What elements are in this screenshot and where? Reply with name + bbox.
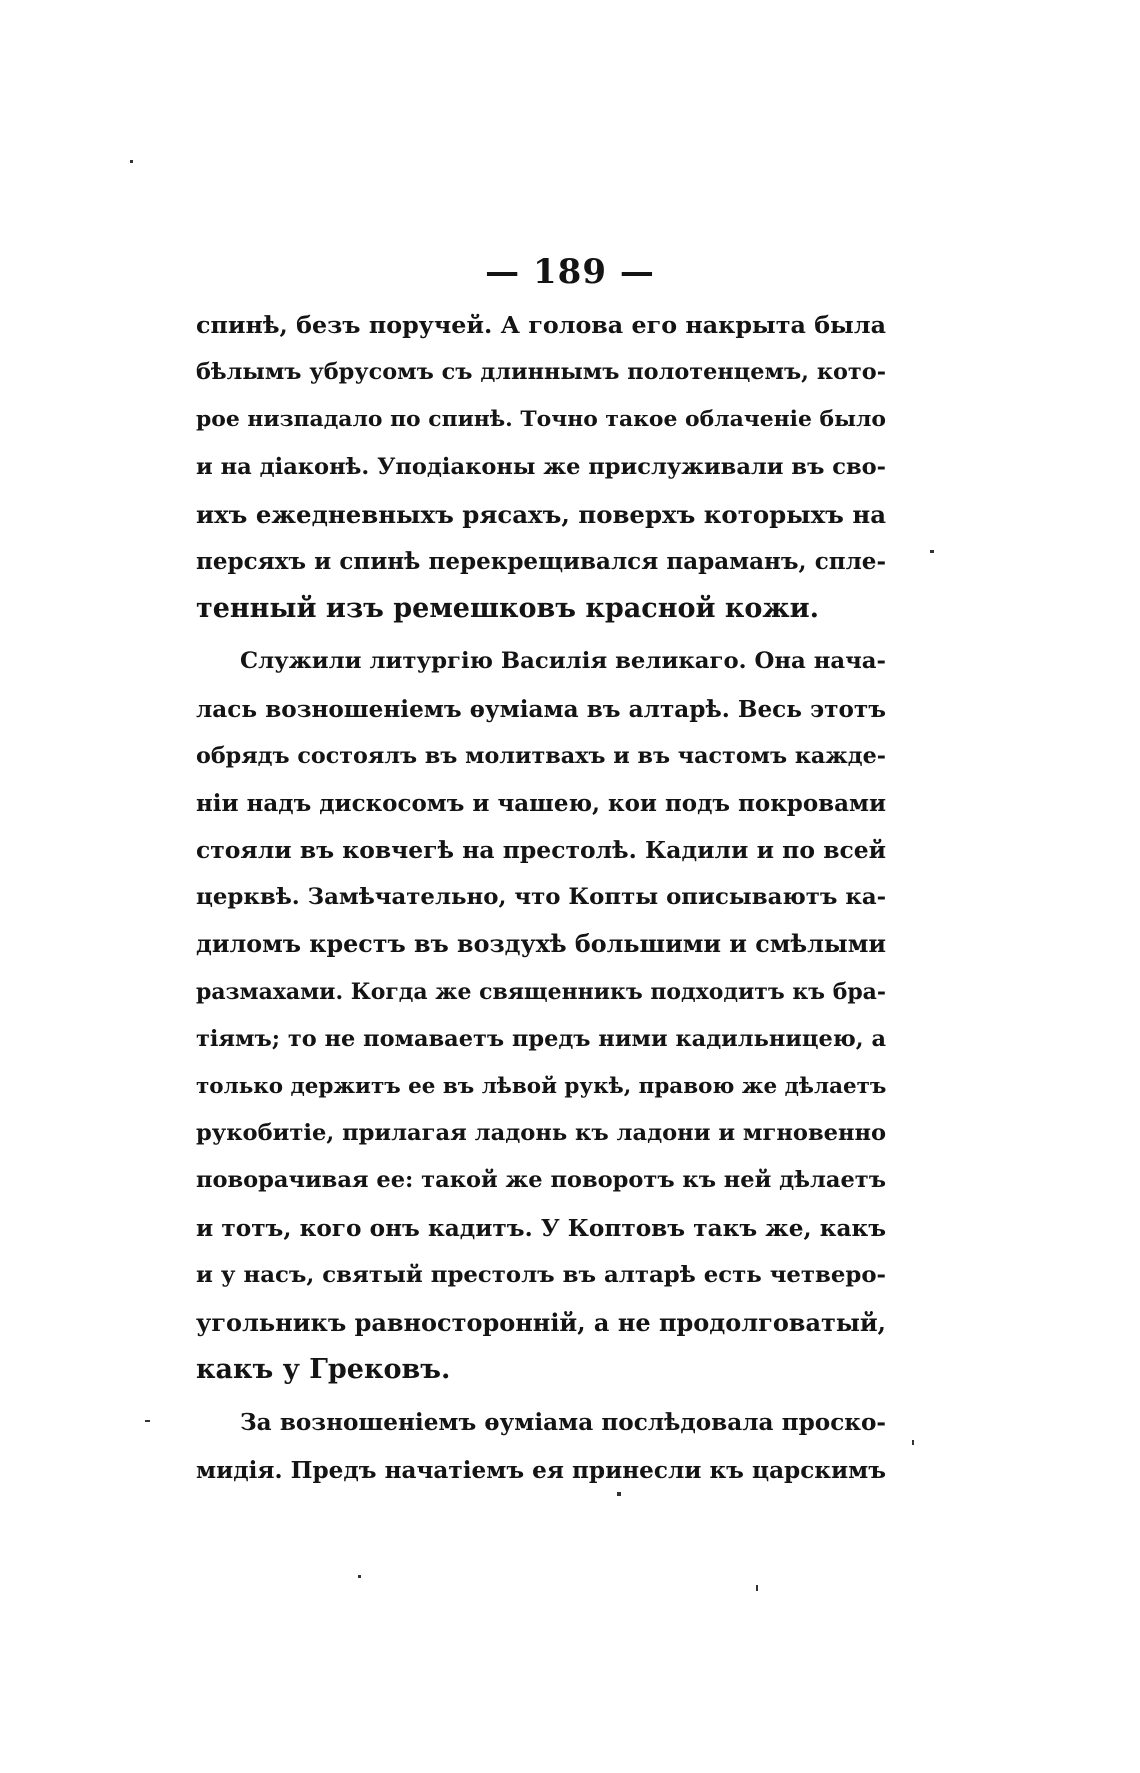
text-line: ихъ ежедневныхъ рясахъ, поверхъ которыхъ на bbox=[196, 499, 887, 529]
text-line: За возношеніемъ ѳуміама послѣдовала проско- bbox=[240, 1409, 886, 1437]
text-line: только держитъ ее въ лѣвой рукѣ, правою же дѣлаетъ bbox=[196, 1074, 887, 1099]
text-line: церквѣ. Замѣчательно, что Копты описываютъ ка- bbox=[196, 884, 887, 911]
text-line: и тотъ, кого онъ кадитъ. У Коптовъ такъ же, какъ bbox=[196, 1214, 886, 1242]
text-line: лась возношеніемъ ѳуміама въ алтарѣ. Весь этотъ bbox=[196, 695, 886, 723]
text-line: обрядъ состоялъ въ молитвахъ и въ частомъ кажде- bbox=[196, 742, 886, 769]
scan-speck bbox=[930, 550, 934, 553]
text-line: стояли въ ковчегѣ на престолѣ. Кадили и по всей bbox=[196, 836, 886, 865]
scan-speck bbox=[145, 1420, 150, 1422]
text-line: и у насъ, святый престолъ въ алтарѣ есть четверо- bbox=[196, 1261, 886, 1288]
scan-speck bbox=[130, 160, 133, 163]
text-line: рое низпадало по спинѣ. Точно такое облаченіе было bbox=[196, 406, 886, 433]
page-number: — 189 — bbox=[485, 252, 655, 292]
body-text bbox=[196, 302, 886, 1494]
paragraph-1 bbox=[196, 302, 886, 632]
paragraph-3 bbox=[196, 1399, 886, 1493]
text-line: угольникъ равносторонній, а не продолговатый, bbox=[196, 1307, 886, 1337]
text-line: диломъ крестъ въ воздухѣ большими и смѣлыми bbox=[196, 930, 886, 959]
text-line: Служили литургію Василія великаго. Она нача- bbox=[240, 648, 886, 675]
text-line: спинѣ, безъ поручей. А голова его накрыта была bbox=[196, 311, 886, 339]
scan-speck bbox=[912, 1440, 914, 1445]
text-line: тіямъ; то не помаваетъ предъ ними кадильницею, а bbox=[196, 1025, 886, 1052]
text-line: и на діаконѣ. Уподіаконы же прислуживали въ сво- bbox=[196, 453, 886, 480]
text-line: размахами. Когда же священникъ подходитъ къ бра- bbox=[196, 978, 886, 1005]
text-line: рукобитіе, прилагая ладонь къ ладони и мгновенно bbox=[196, 1120, 887, 1147]
scan-speck bbox=[617, 1492, 621, 1496]
text-line: тенный изъ ремешковъ красной кожи. bbox=[196, 593, 820, 625]
paragraph-2 bbox=[196, 638, 886, 1393]
text-line: поворачивая ее: такой же поворотъ къ ней дѣлаетъ bbox=[196, 1167, 886, 1194]
text-line: ніи надъ дискосомъ и чашею, кои подъ покровами bbox=[196, 789, 886, 817]
text-line: персяхъ и спинѣ перекрещивался параманъ, спле- bbox=[196, 547, 886, 575]
scan-speck bbox=[358, 1575, 361, 1578]
scan-speck bbox=[756, 1585, 758, 1591]
text-line: какъ у Грековъ. bbox=[196, 1354, 451, 1386]
text-line: бѣлымъ убрусомъ съ длиннымъ полотенцемъ, кото- bbox=[196, 359, 886, 386]
text-line: мидія. Предъ начатіемъ ея принесли къ царскимъ bbox=[196, 1456, 886, 1484]
